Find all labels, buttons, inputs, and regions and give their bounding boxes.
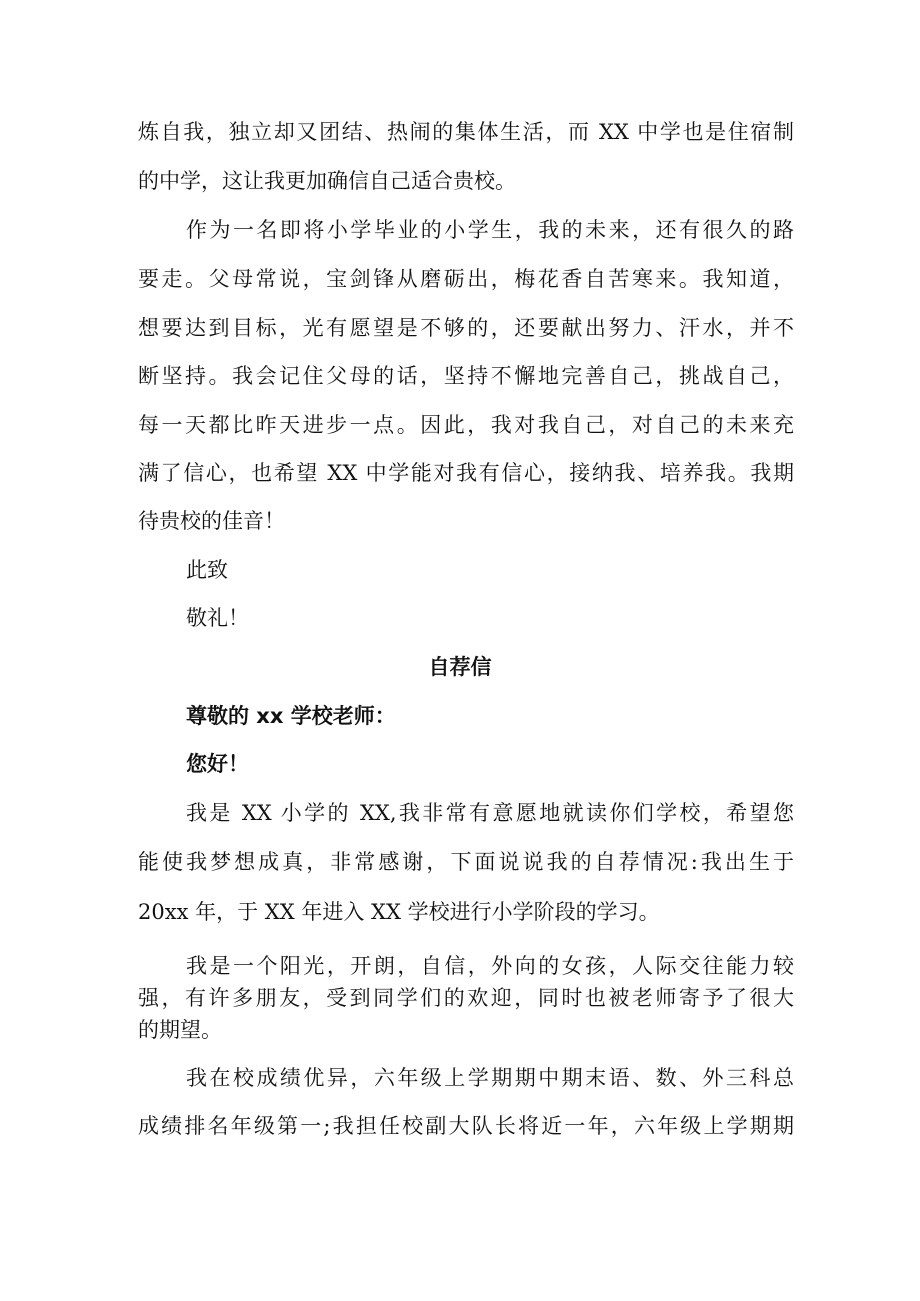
- paragraph-line: 的中学，这让我更加确信自己适合贵校。: [138, 169, 516, 193]
- paragraph-line: 炼自我，独立却又团结、热闹的集体生活，而 XX 中学也是住宿制: [138, 120, 794, 144]
- closing-line: 此致: [186, 558, 228, 582]
- paragraph-line: 断坚持。我会记住父母的话，坚持不懈地完善自己，挑战自己，: [138, 364, 794, 388]
- paragraph-line: 满了信心，也希望 XX 中学能对我有信心，接纳我、培养我。我期: [138, 461, 794, 485]
- paragraph-line: 作为一名即将小学毕业的小学生，我的未来，还有很久的路: [186, 218, 794, 242]
- paragraph-line: 能使我梦想成真，非常感谢，下面说说我的自荐情况:我出生于: [138, 850, 794, 874]
- paragraph-line: 每一天都比昨天进步一点。因此，我对我自己，对自己的未来充: [138, 413, 794, 437]
- paragraph-line: 要走。父母常说，宝剑锋从磨砺出，梅花香自苦寒来。我知道，: [138, 267, 794, 291]
- paragraph-line: 想要达到目标，光有愿望是不够的，还要献出努力、汗水，并不: [138, 316, 794, 340]
- paragraph-line: 我是 XX 小学的 XX,我非常有意愿地就读你们学校，希望您: [186, 801, 794, 825]
- salutation: 尊敬的 xx 学校老师：: [186, 704, 396, 728]
- paragraph-line: 成绩排名年级第一;我担任校副大队长将近一年，六年级上学期期: [138, 1114, 794, 1138]
- paragraph-line: 20xx 年，于 XX 年进入 XX 学校进行小学阶段的学习。: [138, 900, 660, 924]
- paragraph-line: 我在校成绩优异，六年级上学期期中期末语、数、外三科总: [186, 1066, 794, 1090]
- paragraph-line: 待贵校的佳音！: [138, 509, 285, 533]
- paragraph-line: 我是一个阳光，开朗，自信，外向的女孩，人际交往能力较: [186, 954, 794, 978]
- letter-title: 自荐信: [428, 655, 492, 679]
- paragraph-line: 的期望。: [138, 1018, 222, 1042]
- paragraph-line: 强，有许多朋友，受到同学们的欢迎，同时也被老师寄予了很大: [138, 986, 794, 1010]
- greeting: 您好！: [186, 752, 249, 776]
- closing-line: 敬礼！: [186, 606, 249, 630]
